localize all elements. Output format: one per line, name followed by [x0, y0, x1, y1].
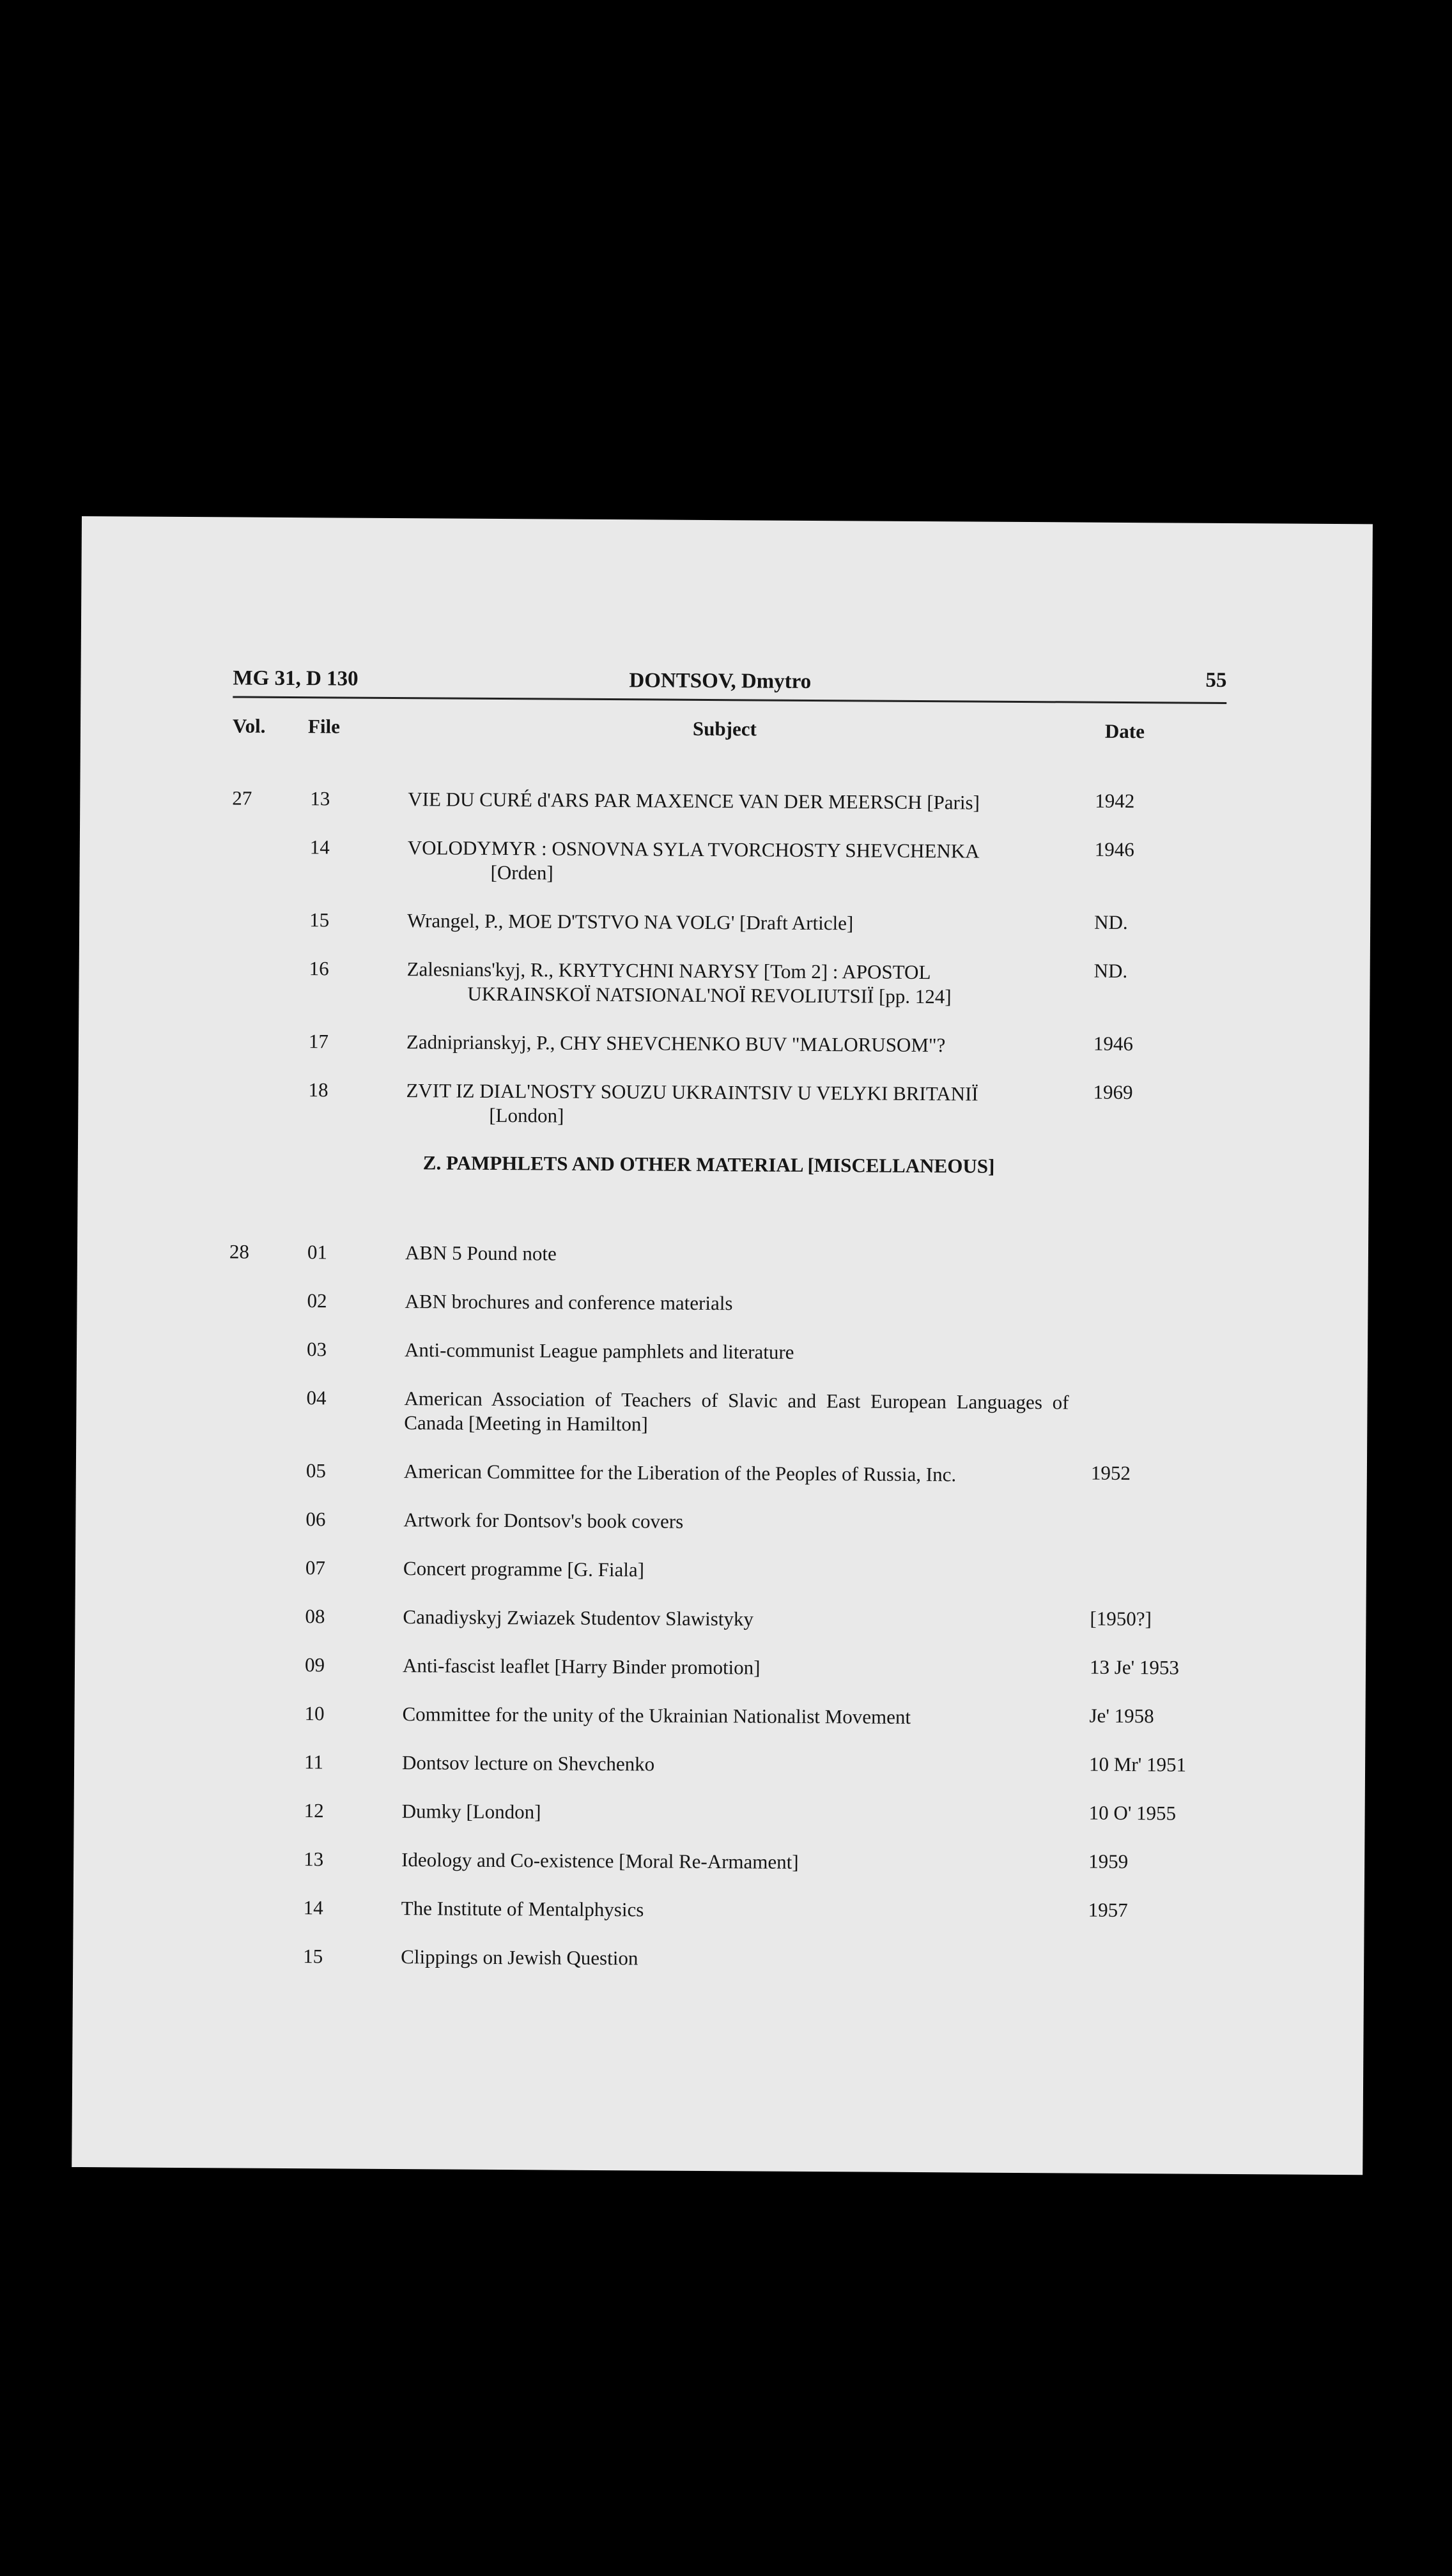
date-cell: 1946	[1093, 1032, 1134, 1055]
subject-cell	[404, 1459, 1069, 1487]
subject-text: Zadniprianskyj, P., CHY SHEVCHENKO BUV "MALORUSOM"?	[406, 1031, 946, 1057]
date-cell: 10 O' 1955	[1088, 1801, 1177, 1825]
file-cell: 13	[310, 787, 330, 810]
file-cell: 09	[304, 1653, 325, 1676]
date-cell: 1946	[1094, 838, 1134, 861]
date-cell: ND.	[1094, 910, 1128, 934]
subject-cell	[402, 1702, 1067, 1730]
subject-cell	[407, 908, 1072, 937]
table-row	[226, 1895, 1219, 1925]
subject-cell	[406, 1078, 1070, 1131]
subject-text: Concert programme [G. Fiala]	[403, 1557, 645, 1581]
table-row	[227, 1604, 1221, 1634]
file-cell: 17	[308, 1030, 329, 1053]
column-header-date: Date	[1104, 719, 1145, 743]
file-cell: 16	[309, 957, 329, 980]
subject-continuation: [Orden]	[490, 861, 553, 884]
subject-text: Ideology and Co-existence [Moral Re-Armament]	[401, 1848, 799, 1873]
subject-text: American Committee for the Liberation of the Peoples of Russia, Inc.	[403, 1460, 957, 1486]
vol-cell: 27	[232, 786, 252, 809]
table-row	[228, 1385, 1222, 1439]
file-cell: 13	[304, 1848, 324, 1871]
date-cell: 1957	[1088, 1898, 1128, 1922]
subject-text: ZVIT IZ DIAL'NOSTY SOUZU UKRAINTSIV U VELYKI BRITANIÏ	[406, 1079, 978, 1105]
date-cell: ND.	[1093, 959, 1128, 983]
subject-text: Committee for the unity of the Ukrainian Nationalist Movement	[402, 1703, 911, 1728]
subject-cell	[403, 1653, 1067, 1682]
file-cell: 15	[303, 1945, 323, 1968]
file-cell: 04	[306, 1386, 327, 1409]
subject-cell	[403, 1605, 1067, 1633]
subject-cell	[401, 1848, 1066, 1876]
date-cell: 1959	[1088, 1850, 1129, 1873]
subject-text: Zalesnians'kyj, R., KRYTYCHNI NARYSY [Tom 2] : APOSTOL	[406, 958, 931, 984]
date-cell: 10 Mr' 1951	[1088, 1752, 1187, 1776]
date-cell: 13 Je' 1953	[1089, 1655, 1180, 1679]
table-row	[228, 1506, 1221, 1537]
subject-cell	[403, 1556, 1068, 1584]
table-row	[228, 1555, 1221, 1585]
subject-continuation: UKRAINSKOÏ NATSIONAL'NOÏ REVOLIUTSIÏ [pp. 124]	[467, 982, 952, 1008]
subject-text: Canadiyskyj Zwiazek Studentov Slawistyky	[403, 1606, 754, 1630]
file-cell: 01	[307, 1241, 328, 1264]
page-content	[225, 663, 1227, 1998]
column-headers	[233, 698, 1226, 755]
subject-cell	[404, 1386, 1069, 1439]
table-row	[231, 1029, 1224, 1059]
table-row	[229, 1288, 1223, 1318]
column-header-subject: Subject	[692, 717, 757, 740]
file-cell: 06	[305, 1508, 326, 1531]
date-cell: 1952	[1090, 1461, 1131, 1485]
table-row	[225, 1943, 1219, 1974]
column-header-vol: Vol.	[232, 714, 266, 737]
file-cell: 10	[304, 1702, 325, 1725]
subject-cell	[403, 1508, 1068, 1536]
subject-text: Anti-fascist leaflet [Harry Binder promotion]	[402, 1654, 761, 1679]
subject-continuation: [London]	[489, 1103, 564, 1127]
page-title: DONTSOV, Dmytro	[629, 669, 812, 693]
subject-text: ABN 5 Pound note	[405, 1241, 557, 1265]
subject-cell	[405, 1289, 1069, 1317]
reference-number: MG 31, D 130	[233, 666, 359, 691]
document-page	[72, 516, 1373, 2175]
section-z-list	[225, 1239, 1223, 1974]
table-row	[226, 1701, 1220, 1731]
table-row	[231, 907, 1225, 937]
table-row	[229, 1337, 1223, 1367]
table-row	[228, 1458, 1222, 1488]
table-row	[226, 1846, 1219, 1876]
file-cell: 15	[309, 908, 330, 931]
file-cell: 03	[306, 1338, 327, 1361]
table-row	[229, 1239, 1223, 1269]
file-cell: 14	[303, 1896, 323, 1919]
file-cell: 18	[308, 1078, 328, 1101]
section-heading: Z. PAMPHLETS AND OTHER MATERIAL [MISCELLANEOUS]	[422, 1151, 995, 1177]
subject-text: Anti-communist League pamphlets and literature	[404, 1338, 794, 1363]
vol-cell: 28	[229, 1240, 250, 1263]
subject-text: ABN brochures and conference materials	[405, 1290, 733, 1315]
date-cell: 1969	[1093, 1080, 1133, 1104]
column-header-file: File	[307, 715, 341, 738]
table-row	[231, 834, 1225, 889]
subject-text: Dontsov lecture on Shevchenko	[401, 1751, 655, 1775]
subject-cell	[406, 957, 1071, 1009]
subject-text: Clippings on Jewish Question	[401, 1945, 638, 1970]
subject-text: Dumky [London]	[401, 1800, 541, 1823]
subject-text: VIE DU CURÉ d'ARS PAR MAXENCE VAN DER MEERSCH [Paris]	[408, 788, 980, 814]
table-row	[226, 1798, 1220, 1828]
subject-text: Artwork for Dontsov's book covers	[403, 1508, 684, 1533]
subject-cell	[408, 787, 1072, 815]
subject-cell	[406, 1030, 1071, 1058]
subject-cell	[405, 1241, 1070, 1269]
subject-cell	[402, 1799, 1067, 1827]
subject-text: The Institute of Mentalphysics	[401, 1897, 644, 1921]
date-cell: Je' 1958	[1089, 1704, 1154, 1728]
file-cell: 08	[305, 1605, 325, 1628]
table-row	[232, 786, 1226, 816]
page-number: 55	[1205, 668, 1227, 692]
table-row	[230, 1077, 1224, 1131]
file-cell: 02	[307, 1289, 327, 1312]
date-cell: 1942	[1095, 789, 1135, 813]
subject-cell	[401, 1896, 1066, 1924]
table-row	[227, 1652, 1221, 1682]
subject-text: VOLODYMYR : OSNOVNA SYLA TVORCHOSTY SHEVCHENKA	[407, 836, 980, 862]
table-row	[231, 956, 1224, 1010]
file-cell: 11	[304, 1751, 324, 1774]
subject-cell	[405, 1338, 1069, 1366]
file-cell: 12	[304, 1799, 324, 1822]
page-header	[233, 663, 1226, 703]
table-row	[226, 1749, 1220, 1779]
subject-cell	[401, 1945, 1065, 1973]
file-cell: 05	[305, 1459, 326, 1482]
subject-cell	[407, 836, 1072, 888]
subject-text: Wrangel, P., MOE D'TSTVO NA VOLG' [Draft Article]	[407, 909, 854, 935]
section-y-list	[230, 786, 1226, 1131]
date-cell: [1950?]	[1090, 1607, 1152, 1630]
subject-text: American Association of Teachers of Slavic and East European Languages of Canada [Meeting in Hamilton]	[404, 1387, 1069, 1436]
subject-cell	[402, 1751, 1067, 1779]
file-cell: 07	[305, 1556, 326, 1579]
file-cell: 14	[309, 836, 330, 859]
